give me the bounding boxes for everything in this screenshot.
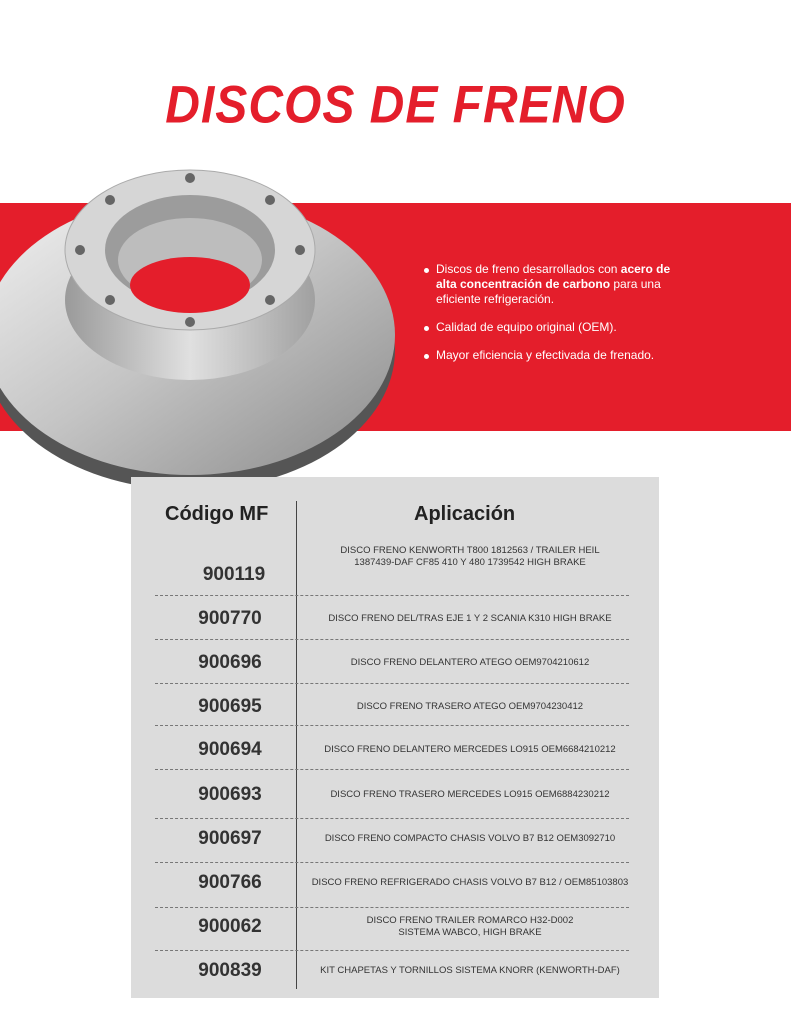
table-cell-code: 900839 — [198, 960, 262, 981]
row-divider — [155, 950, 629, 951]
product-table — [131, 477, 659, 998]
row-divider — [155, 639, 629, 640]
table-cell-application: DISCO FRENO REFRIGERADO CHASIS VOLVO B7 B12 / OEM85103803 — [311, 877, 629, 888]
table-cell-code: 900694 — [198, 739, 262, 760]
table-cell-application: DISCO FRENO DELANTERO ATEGO OEM9704210612 — [350, 657, 590, 668]
feature-text: para una eficiente refrigeración. — [436, 277, 661, 306]
header-code: Código MF — [165, 503, 269, 525]
table-cell-code: 900697 — [198, 828, 262, 849]
row-divider — [155, 818, 629, 819]
table-cell-code: 900696 — [198, 652, 262, 673]
table-cell-code: 900693 — [198, 784, 262, 805]
row-divider — [155, 595, 629, 596]
feature-text: Mayor eficiencia y efectivada de frenado. — [436, 348, 655, 362]
row-divider — [155, 907, 629, 908]
row-divider — [155, 769, 629, 770]
row-divider — [155, 862, 629, 863]
feature-list — [422, 262, 682, 376]
table-cell-application: KIT CHAPETAS Y TORNILLOS SISTEMA KNORR (KENWORTH-DAF) — [320, 965, 620, 976]
table-cell-application: DISCO FRENO KENWORTH T800 1812563 / TRAILER HEIL 1387439-DAF CF85 410 Y 480 1739542 HIGH BRAKE — [340, 545, 600, 568]
table-cell-code: 900766 — [198, 872, 262, 893]
table-cell-code: 900062 — [198, 916, 262, 937]
table-cell-application: DISCO FRENO DELANTERO MERCEDES LO915 OEM6684210212 — [324, 744, 616, 755]
table-cell-code: 900770 — [198, 608, 262, 629]
table-cell-application: DISCO FRENO TRASERO MERCEDES LO915 OEM6884230212 — [330, 789, 610, 800]
feature-item — [422, 262, 682, 307]
feature-item — [422, 320, 682, 335]
table-cell-application: DISCO FRENO TRAILER ROMARCO H32-D002 SISTEMA WABCO, HIGH BRAKE — [366, 915, 574, 938]
table-cell-code: 900119 — [202, 564, 266, 585]
feature-text: Discos de freno desarrollados con — [436, 262, 621, 276]
row-divider — [155, 683, 629, 684]
page-title: DISCOS DE FRENO — [165, 76, 626, 135]
feature-bold-text: acero de alta concentración de carbono — [436, 262, 671, 291]
table-cell-code: 900695 — [198, 696, 262, 717]
feature-text: Calidad de equipo original (OEM). — [436, 320, 617, 334]
brake-disc-image — [0, 150, 400, 500]
feature-item — [422, 348, 682, 363]
row-divider — [155, 725, 629, 726]
table-cell-application: DISCO FRENO TRASERO ATEGO OEM9704230412 — [356, 701, 584, 712]
header-application: Aplicación — [414, 503, 516, 525]
table-cell-application: DISCO FRENO COMPACTO CHASIS VOLVO B7 B12 OEM3092710 — [324, 833, 616, 844]
table-cell-application: DISCO FRENO DEL/TRAS EJE 1 Y 2 SCANIA K310 HIGH BRAKE — [328, 613, 612, 624]
